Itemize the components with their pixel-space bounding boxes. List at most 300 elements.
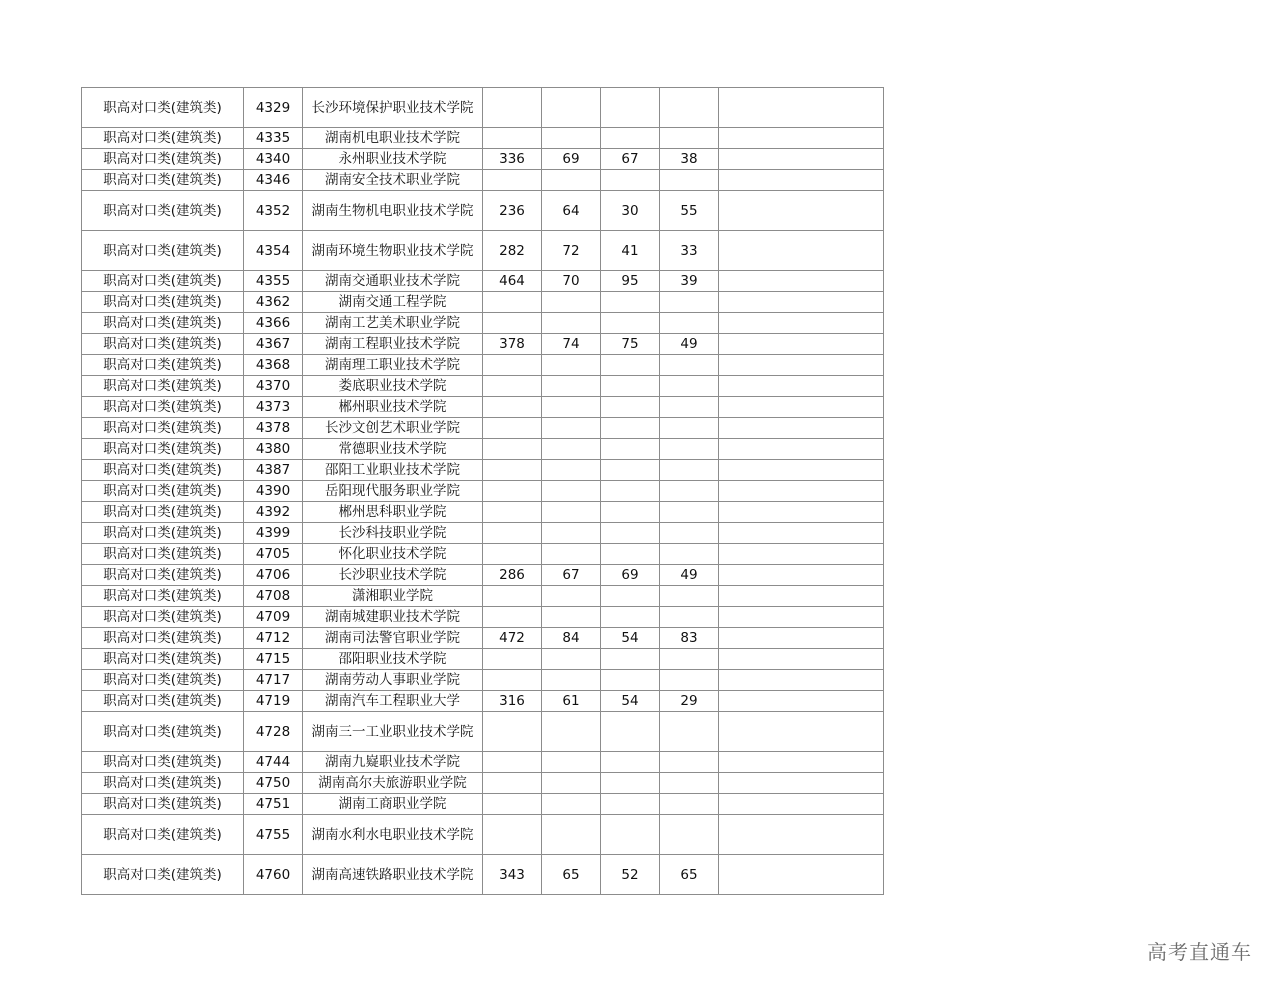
school-cell: 湖南工商职业学院 xyxy=(303,794,483,815)
note-cell xyxy=(719,481,884,502)
score-cell-1: 378 xyxy=(483,334,542,355)
score-cell-1 xyxy=(483,481,542,502)
score-cell-4: 65 xyxy=(660,855,719,895)
score-cell-1 xyxy=(483,649,542,670)
score-cell-1 xyxy=(483,794,542,815)
score-cell-1 xyxy=(483,607,542,628)
score-cell-2: 67 xyxy=(542,565,601,586)
code-cell: 4368 xyxy=(244,355,303,376)
table-row xyxy=(82,170,884,191)
code-cell: 4373 xyxy=(244,397,303,418)
note-cell xyxy=(719,712,884,752)
score-cell-3 xyxy=(601,712,660,752)
code-cell: 4387 xyxy=(244,460,303,481)
code-cell: 4390 xyxy=(244,481,303,502)
category-cell: 职高对口类(建筑类) xyxy=(82,460,244,481)
school-cell: 湖南工程职业技术学院 xyxy=(303,334,483,355)
score-cell-4 xyxy=(660,523,719,544)
note-cell xyxy=(719,544,884,565)
score-cell-4 xyxy=(660,481,719,502)
code-cell: 4366 xyxy=(244,313,303,334)
table-row xyxy=(82,460,884,481)
code-cell: 4708 xyxy=(244,586,303,607)
score-cell-4 xyxy=(660,670,719,691)
code-cell: 4352 xyxy=(244,191,303,231)
note-cell xyxy=(719,691,884,712)
score-cell-4 xyxy=(660,355,719,376)
score-cell-2 xyxy=(542,439,601,460)
school-cell: 湖南汽车工程职业大学 xyxy=(303,691,483,712)
table-row xyxy=(82,502,884,523)
score-cell-4 xyxy=(660,607,719,628)
score-cell-1 xyxy=(483,815,542,855)
score-cell-4 xyxy=(660,712,719,752)
category-cell: 职高对口类(建筑类) xyxy=(82,231,244,271)
school-cell: 怀化职业技术学院 xyxy=(303,544,483,565)
score-cell-2 xyxy=(542,586,601,607)
score-cell-2 xyxy=(542,670,601,691)
school-cell: 湖南三一工业职业技术学院 xyxy=(303,712,483,752)
score-cell-3 xyxy=(601,544,660,565)
score-cell-1 xyxy=(483,128,542,149)
score-cell-2: 69 xyxy=(542,149,601,170)
score-cell-2 xyxy=(542,523,601,544)
score-cell-3 xyxy=(601,523,660,544)
score-cell-1 xyxy=(483,544,542,565)
score-cell-3 xyxy=(601,502,660,523)
score-cell-4 xyxy=(660,88,719,128)
table-row xyxy=(82,586,884,607)
table-row xyxy=(82,334,884,355)
score-cell-1 xyxy=(483,88,542,128)
school-cell: 长沙职业技术学院 xyxy=(303,565,483,586)
score-cell-3: 54 xyxy=(601,691,660,712)
score-cell-2 xyxy=(542,313,601,334)
table-row xyxy=(82,397,884,418)
note-cell xyxy=(719,128,884,149)
category-cell: 职高对口类(建筑类) xyxy=(82,712,244,752)
score-cell-2 xyxy=(542,355,601,376)
score-cell-4: 55 xyxy=(660,191,719,231)
school-cell: 长沙文创艺术职业学院 xyxy=(303,418,483,439)
score-cell-4 xyxy=(660,752,719,773)
score-cell-2 xyxy=(542,752,601,773)
school-cell: 湖南九嶷职业技术学院 xyxy=(303,752,483,773)
score-cell-2 xyxy=(542,607,601,628)
code-cell: 4367 xyxy=(244,334,303,355)
table-row xyxy=(82,649,884,670)
note-cell xyxy=(719,752,884,773)
category-cell: 职高对口类(建筑类) xyxy=(82,691,244,712)
table-row xyxy=(82,439,884,460)
score-cell-4 xyxy=(660,502,719,523)
score-cell-4 xyxy=(660,439,719,460)
table-row xyxy=(82,855,884,895)
note-cell xyxy=(719,855,884,895)
score-cell-1 xyxy=(483,313,542,334)
score-cell-4: 49 xyxy=(660,334,719,355)
table-body xyxy=(82,88,884,895)
score-cell-2 xyxy=(542,460,601,481)
school-cell: 湖南城建职业技术学院 xyxy=(303,607,483,628)
category-cell: 职高对口类(建筑类) xyxy=(82,752,244,773)
score-cell-1: 464 xyxy=(483,271,542,292)
school-cell: 湖南高尔夫旅游职业学院 xyxy=(303,773,483,794)
score-cell-4 xyxy=(660,586,719,607)
note-cell xyxy=(719,439,884,460)
code-cell: 4392 xyxy=(244,502,303,523)
note-cell xyxy=(719,313,884,334)
school-cell: 郴州职业技术学院 xyxy=(303,397,483,418)
table-row xyxy=(82,88,884,128)
school-cell: 湖南安全技术职业学院 xyxy=(303,170,483,191)
score-cell-2: 65 xyxy=(542,855,601,895)
score-cell-3 xyxy=(601,460,660,481)
code-cell: 4340 xyxy=(244,149,303,170)
score-cell-4 xyxy=(660,544,719,565)
school-cell: 湖南环境生物职业技术学院 xyxy=(303,231,483,271)
note-cell xyxy=(719,292,884,313)
score-cell-3 xyxy=(601,670,660,691)
watermark-text: 高考直通车 xyxy=(1147,940,1252,964)
score-cell-1 xyxy=(483,773,542,794)
score-cell-3: 52 xyxy=(601,855,660,895)
note-cell xyxy=(719,586,884,607)
category-cell: 职高对口类(建筑类) xyxy=(82,313,244,334)
note-cell xyxy=(719,376,884,397)
score-cell-2 xyxy=(542,418,601,439)
score-cell-3: 95 xyxy=(601,271,660,292)
table-row xyxy=(82,231,884,271)
score-cell-3 xyxy=(601,292,660,313)
category-cell: 职高对口类(建筑类) xyxy=(82,670,244,691)
score-cell-1 xyxy=(483,460,542,481)
school-cell: 永州职业技术学院 xyxy=(303,149,483,170)
score-cell-4 xyxy=(660,376,719,397)
score-cell-1 xyxy=(483,418,542,439)
score-cell-3: 75 xyxy=(601,334,660,355)
category-cell: 职高对口类(建筑类) xyxy=(82,773,244,794)
table-row xyxy=(82,712,884,752)
score-cell-1: 343 xyxy=(483,855,542,895)
table-row xyxy=(82,481,884,502)
score-cell-3: 41 xyxy=(601,231,660,271)
school-cell: 郴州思科职业学院 xyxy=(303,502,483,523)
code-cell: 4717 xyxy=(244,670,303,691)
score-cell-1 xyxy=(483,376,542,397)
category-cell: 职高对口类(建筑类) xyxy=(82,128,244,149)
table-row xyxy=(82,128,884,149)
school-cell: 岳阳现代服务职业学院 xyxy=(303,481,483,502)
category-cell: 职高对口类(建筑类) xyxy=(82,88,244,128)
school-cell: 湖南理工职业技术学院 xyxy=(303,355,483,376)
school-cell: 娄底职业技术学院 xyxy=(303,376,483,397)
code-cell: 4705 xyxy=(244,544,303,565)
category-cell: 职高对口类(建筑类) xyxy=(82,418,244,439)
school-cell: 潇湘职业学院 xyxy=(303,586,483,607)
score-cell-2 xyxy=(542,170,601,191)
note-cell xyxy=(719,670,884,691)
table-row xyxy=(82,794,884,815)
score-cell-1 xyxy=(483,397,542,418)
category-cell: 职高对口类(建筑类) xyxy=(82,481,244,502)
school-cell: 湖南高速铁路职业技术学院 xyxy=(303,855,483,895)
table-row xyxy=(82,191,884,231)
score-cell-4 xyxy=(660,128,719,149)
score-cell-3 xyxy=(601,313,660,334)
table-row xyxy=(82,691,884,712)
table-row xyxy=(82,149,884,170)
note-cell xyxy=(719,649,884,670)
score-cell-3 xyxy=(601,88,660,128)
score-cell-3: 67 xyxy=(601,149,660,170)
school-cell: 湖南工艺美术职业学院 xyxy=(303,313,483,334)
table-row xyxy=(82,607,884,628)
table-row xyxy=(82,565,884,586)
score-cell-1 xyxy=(483,712,542,752)
table-row xyxy=(82,544,884,565)
category-cell: 职高对口类(建筑类) xyxy=(82,271,244,292)
admission-score-table xyxy=(81,87,884,895)
score-cell-1 xyxy=(483,439,542,460)
score-cell-4: 33 xyxy=(660,231,719,271)
code-cell: 4354 xyxy=(244,231,303,271)
note-cell xyxy=(719,773,884,794)
score-cell-3 xyxy=(601,481,660,502)
note-cell xyxy=(719,149,884,170)
category-cell: 职高对口类(建筑类) xyxy=(82,191,244,231)
score-cell-2: 70 xyxy=(542,271,601,292)
score-cell-4 xyxy=(660,397,719,418)
school-cell: 湖南交通工程学院 xyxy=(303,292,483,313)
score-cell-3 xyxy=(601,815,660,855)
score-cell-2 xyxy=(542,544,601,565)
category-cell: 职高对口类(建筑类) xyxy=(82,397,244,418)
school-cell: 邵阳工业职业技术学院 xyxy=(303,460,483,481)
table-row xyxy=(82,670,884,691)
score-cell-4: 83 xyxy=(660,628,719,649)
note-cell xyxy=(719,355,884,376)
score-cell-1: 236 xyxy=(483,191,542,231)
note-cell xyxy=(719,231,884,271)
code-cell: 4728 xyxy=(244,712,303,752)
score-cell-2 xyxy=(542,481,601,502)
school-cell: 湖南交通职业技术学院 xyxy=(303,271,483,292)
code-cell: 4370 xyxy=(244,376,303,397)
score-cell-2 xyxy=(542,128,601,149)
score-cell-1: 472 xyxy=(483,628,542,649)
note-cell xyxy=(719,794,884,815)
score-cell-1 xyxy=(483,502,542,523)
note-cell xyxy=(719,271,884,292)
category-cell: 职高对口类(建筑类) xyxy=(82,794,244,815)
code-cell: 4380 xyxy=(244,439,303,460)
table-row xyxy=(82,773,884,794)
category-cell: 职高对口类(建筑类) xyxy=(82,170,244,191)
score-cell-3 xyxy=(601,794,660,815)
score-cell-3: 69 xyxy=(601,565,660,586)
category-cell: 职高对口类(建筑类) xyxy=(82,149,244,170)
code-cell: 4744 xyxy=(244,752,303,773)
school-cell: 邵阳职业技术学院 xyxy=(303,649,483,670)
score-cell-2 xyxy=(542,649,601,670)
score-cell-2 xyxy=(542,376,601,397)
score-cell-2 xyxy=(542,712,601,752)
score-cell-4: 39 xyxy=(660,271,719,292)
score-cell-3: 30 xyxy=(601,191,660,231)
score-cell-1: 316 xyxy=(483,691,542,712)
note-cell xyxy=(719,607,884,628)
code-cell: 4712 xyxy=(244,628,303,649)
score-cell-3: 54 xyxy=(601,628,660,649)
category-cell: 职高对口类(建筑类) xyxy=(82,355,244,376)
score-cell-3 xyxy=(601,649,660,670)
score-cell-1 xyxy=(483,170,542,191)
category-cell: 职高对口类(建筑类) xyxy=(82,565,244,586)
score-cell-1 xyxy=(483,670,542,691)
table-row xyxy=(82,815,884,855)
score-cell-3 xyxy=(601,773,660,794)
score-cell-2: 64 xyxy=(542,191,601,231)
table-row xyxy=(82,752,884,773)
note-cell xyxy=(719,418,884,439)
code-cell: 4709 xyxy=(244,607,303,628)
note-cell xyxy=(719,170,884,191)
code-cell: 4719 xyxy=(244,691,303,712)
code-cell: 4329 xyxy=(244,88,303,128)
score-cell-2 xyxy=(542,502,601,523)
score-cell-2 xyxy=(542,794,601,815)
note-cell xyxy=(719,334,884,355)
score-cell-2 xyxy=(542,815,601,855)
code-cell: 4378 xyxy=(244,418,303,439)
category-cell: 职高对口类(建筑类) xyxy=(82,607,244,628)
score-cell-1 xyxy=(483,752,542,773)
category-cell: 职高对口类(建筑类) xyxy=(82,439,244,460)
note-cell xyxy=(719,502,884,523)
score-cell-2 xyxy=(542,292,601,313)
table-row xyxy=(82,271,884,292)
score-cell-3 xyxy=(601,607,660,628)
score-cell-3 xyxy=(601,586,660,607)
school-cell: 湖南机电职业技术学院 xyxy=(303,128,483,149)
table-row xyxy=(82,355,884,376)
score-cell-4 xyxy=(660,815,719,855)
school-cell: 湖南司法警官职业学院 xyxy=(303,628,483,649)
note-cell xyxy=(719,628,884,649)
school-cell: 湖南劳动人事职业学院 xyxy=(303,670,483,691)
table-row xyxy=(82,313,884,334)
score-cell-3 xyxy=(601,355,660,376)
code-cell: 4399 xyxy=(244,523,303,544)
note-cell xyxy=(719,565,884,586)
score-cell-2 xyxy=(542,773,601,794)
category-cell: 职高对口类(建筑类) xyxy=(82,523,244,544)
table-row xyxy=(82,292,884,313)
score-cell-4 xyxy=(660,649,719,670)
score-cell-4: 38 xyxy=(660,149,719,170)
category-cell: 职高对口类(建筑类) xyxy=(82,815,244,855)
score-cell-2: 72 xyxy=(542,231,601,271)
note-cell xyxy=(719,88,884,128)
table-row xyxy=(82,523,884,544)
score-cell-3 xyxy=(601,376,660,397)
category-cell: 职高对口类(建筑类) xyxy=(82,376,244,397)
note-cell xyxy=(719,523,884,544)
code-cell: 4760 xyxy=(244,855,303,895)
note-cell xyxy=(719,397,884,418)
category-cell: 职高对口类(建筑类) xyxy=(82,502,244,523)
score-cell-1: 336 xyxy=(483,149,542,170)
score-cell-1: 286 xyxy=(483,565,542,586)
note-cell xyxy=(719,460,884,481)
code-cell: 4715 xyxy=(244,649,303,670)
code-cell: 4346 xyxy=(244,170,303,191)
code-cell: 4335 xyxy=(244,128,303,149)
score-cell-2 xyxy=(542,397,601,418)
category-cell: 职高对口类(建筑类) xyxy=(82,855,244,895)
score-cell-3 xyxy=(601,128,660,149)
category-cell: 职高对口类(建筑类) xyxy=(82,334,244,355)
note-cell xyxy=(719,191,884,231)
school-cell: 常德职业技术学院 xyxy=(303,439,483,460)
score-cell-1 xyxy=(483,586,542,607)
code-cell: 4751 xyxy=(244,794,303,815)
score-cell-3 xyxy=(601,439,660,460)
note-cell xyxy=(719,815,884,855)
score-cell-4 xyxy=(660,773,719,794)
score-cell-3 xyxy=(601,170,660,191)
category-cell: 职高对口类(建筑类) xyxy=(82,586,244,607)
score-cell-3 xyxy=(601,418,660,439)
score-cell-2 xyxy=(542,88,601,128)
category-cell: 职高对口类(建筑类) xyxy=(82,649,244,670)
category-cell: 职高对口类(建筑类) xyxy=(82,292,244,313)
score-cell-4 xyxy=(660,292,719,313)
score-cell-1 xyxy=(483,355,542,376)
score-cell-2: 61 xyxy=(542,691,601,712)
score-cell-4 xyxy=(660,460,719,481)
category-cell: 职高对口类(建筑类) xyxy=(82,544,244,565)
category-cell: 职高对口类(建筑类) xyxy=(82,628,244,649)
school-cell: 长沙环境保护职业技术学院 xyxy=(303,88,483,128)
code-cell: 4362 xyxy=(244,292,303,313)
score-cell-4 xyxy=(660,418,719,439)
table-row xyxy=(82,628,884,649)
score-cell-4 xyxy=(660,794,719,815)
score-cell-4 xyxy=(660,313,719,334)
code-cell: 4755 xyxy=(244,815,303,855)
score-cell-4: 49 xyxy=(660,565,719,586)
table-row xyxy=(82,418,884,439)
score-cell-1: 282 xyxy=(483,231,542,271)
school-cell: 长沙科技职业学院 xyxy=(303,523,483,544)
score-cell-2: 74 xyxy=(542,334,601,355)
score-cell-2: 84 xyxy=(542,628,601,649)
score-cell-1 xyxy=(483,292,542,313)
table-row xyxy=(82,376,884,397)
score-cell-3 xyxy=(601,397,660,418)
score-cell-1 xyxy=(483,523,542,544)
score-cell-3 xyxy=(601,752,660,773)
school-cell: 湖南生物机电职业技术学院 xyxy=(303,191,483,231)
code-cell: 4706 xyxy=(244,565,303,586)
code-cell: 4355 xyxy=(244,271,303,292)
score-cell-4 xyxy=(660,170,719,191)
school-cell: 湖南水利水电职业技术学院 xyxy=(303,815,483,855)
score-cell-4: 29 xyxy=(660,691,719,712)
code-cell: 4750 xyxy=(244,773,303,794)
